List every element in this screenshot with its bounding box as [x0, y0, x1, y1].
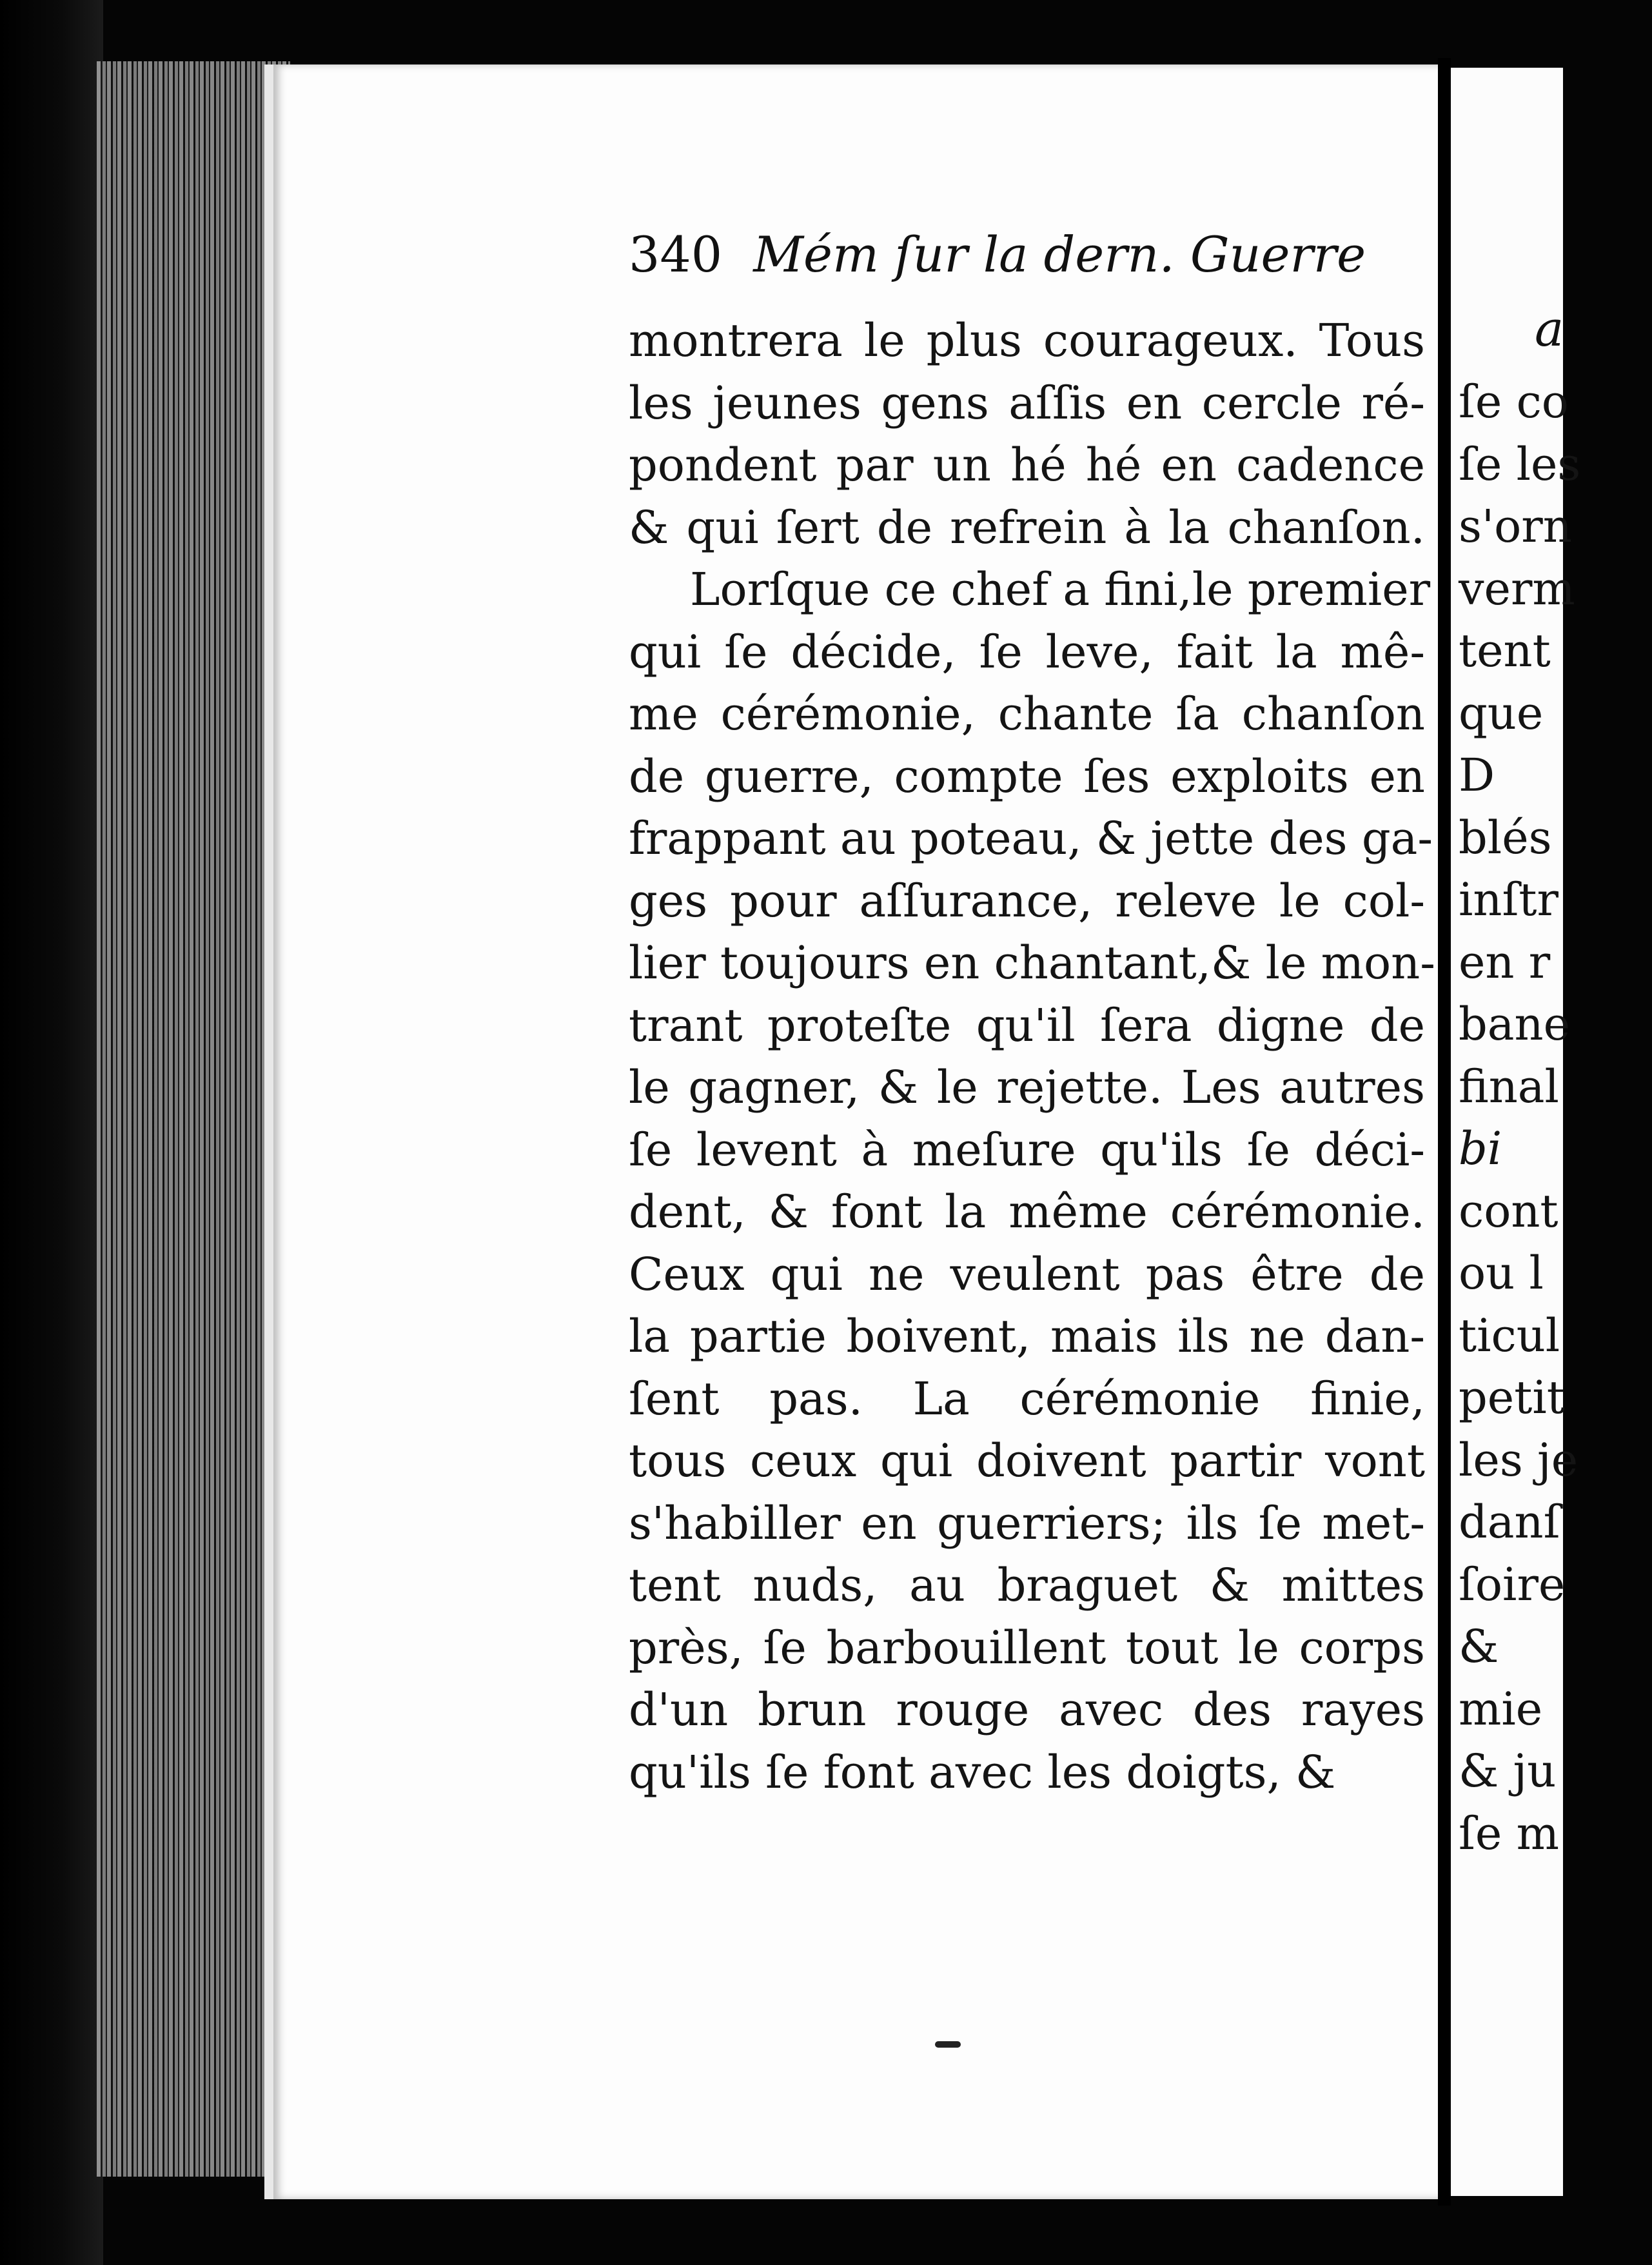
text-fragment: s'orn	[1459, 500, 1572, 553]
text-fragment: que	[1459, 686, 1544, 740]
text-line: tous ceux qui doivent partir vont	[629, 1434, 1425, 1487]
page-edges	[97, 61, 290, 2177]
text-line: le gagner, & le rejette. Les autres	[629, 1061, 1425, 1114]
text-line: près, ſe barbouillent tout le corps	[629, 1621, 1425, 1674]
text-line: montrera le plus courageux. Tous	[629, 314, 1425, 367]
text-line: de guerre, compte ſes exploits en	[629, 749, 1425, 803]
text-fragment: bi	[1459, 1122, 1502, 1175]
text-line: ſe levent à meſure qu'ils ſe déci-	[629, 1123, 1425, 1176]
book-spine-shadow	[0, 0, 103, 2265]
text-line: lier toujours en chantant,& le mon-	[629, 936, 1435, 989]
running-head	[629, 226, 1402, 316]
text-line: Lorſque ce chef a fini,le premier	[690, 563, 1431, 616]
text-fragment: ticul	[1459, 1309, 1560, 1362]
text-fragment: &	[1459, 1620, 1499, 1673]
text-fragment: ou l	[1459, 1247, 1544, 1300]
text-fragment: inſtr	[1459, 873, 1559, 926]
text-line: qui ſe décide, ſe leve, fait la mê-	[629, 625, 1425, 678]
text-fragment: les je	[1459, 1433, 1578, 1487]
right-page-text	[1459, 371, 1652, 1864]
text-line: les jeunes gens aſſis en cercle ré-	[629, 376, 1425, 430]
text-line: frappant au poteau, & jette des ga-	[629, 812, 1433, 865]
text-line: Ceux qui ne veulent pas être de	[629, 1247, 1425, 1301]
text-fragment: final	[1459, 1060, 1559, 1113]
body-text	[629, 310, 1435, 1803]
text-fragment: cont	[1459, 1184, 1559, 1238]
text-fragment: tent	[1459, 624, 1551, 677]
right-page	[1451, 68, 1581, 2196]
text-fragment: danſ	[1459, 1496, 1560, 1548]
text-fragment: bane	[1459, 998, 1571, 1051]
text-line: qu'ils ſe font avec les doigts, &	[629, 1745, 1336, 1799]
text-line: tent nuds, au braguet & mittes	[629, 1559, 1425, 1612]
text-line: dent, & font la même cérémonie.	[629, 1185, 1425, 1238]
text-line: pondent par un hé hé en cadence	[629, 439, 1425, 491]
text-fragment: ſoire	[1459, 1558, 1566, 1611]
text-fragment: ſe m	[1459, 1806, 1559, 1860]
text-fragment: ſe les	[1459, 437, 1581, 491]
text-fragment: ſe co	[1459, 375, 1569, 428]
text-fragment: petit	[1459, 1371, 1565, 1424]
ink-smudge	[935, 2041, 961, 2048]
text-line: ges pour aſſurance, releve le col-	[629, 874, 1425, 927]
text-fragment: mie	[1459, 1682, 1543, 1736]
text-fragment: D	[1459, 749, 1495, 802]
text-line: ſent pas. La cérémonie finie,	[629, 1372, 1425, 1425]
right-running-head-fragment: a	[1535, 300, 1564, 357]
text-line: me cérémonie, chante ſa chanſon	[629, 687, 1425, 740]
text-fragment: verm	[1459, 562, 1575, 615]
page-number: 340	[629, 226, 723, 283]
text-fragment: & ju	[1459, 1745, 1557, 1797]
text-line: s'habiller en guerriers; ils ſe met-	[629, 1496, 1425, 1550]
text-line: d'un brun rouge avec des rayes	[629, 1683, 1425, 1736]
gutter	[1438, 58, 1451, 2206]
text-line: & qui ſert de refrein à la chanſon.	[629, 500, 1425, 554]
text-fragment: en r	[1459, 935, 1551, 989]
text-line: trant proteſte qu'il ſera digne de	[629, 998, 1425, 1052]
running-title: Mém ſur la dern. Guerre	[753, 226, 1366, 283]
text-line: la partie boivent, mais ils ne dan-	[629, 1310, 1425, 1363]
text-fragment: blés	[1459, 811, 1552, 864]
